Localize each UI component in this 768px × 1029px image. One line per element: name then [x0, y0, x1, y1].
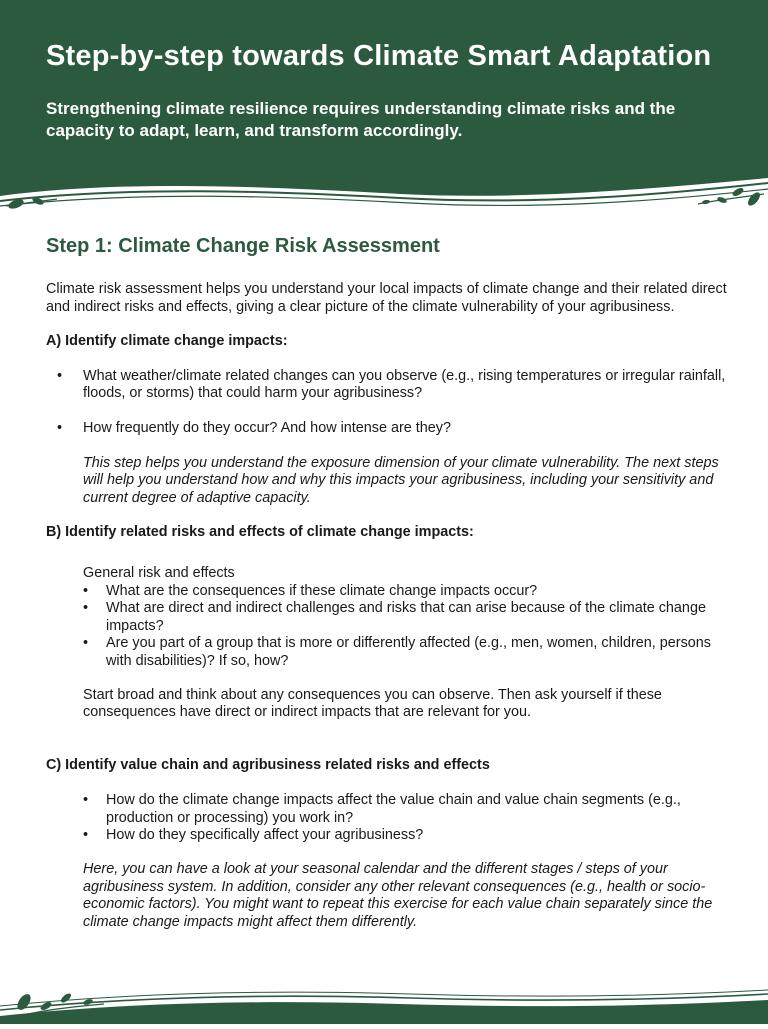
intro-paragraph: Climate risk assessment helps you understand your local impacts of climate change and their related direct and indirect risks and effects, giving a clear picture of the climate vulnerability of your agribusiness.	[46, 281, 727, 315]
list-item: • How do they specifically affect your agribusiness?	[83, 827, 736, 844]
page-title: Step-by-step towards Climate Smart Adaptation	[46, 40, 712, 72]
leaf-vine-icon	[696, 184, 766, 212]
section-b-heading: B) Identify related risks and effects of climate change impacts:	[46, 524, 474, 541]
main-content	[46, 235, 736, 931]
section-b-list	[46, 583, 736, 670]
section-c-note: Here, you can have a look at your seasonal calendar and the different stages / steps of your agribusiness system. In addition, consider any other relevant consequences (e.g., health or socio-economic factors). You might want to repeat this exercise for each value chain separately since the climate change impacts might affect them differently.	[83, 861, 713, 930]
page-subtitle: Strengthening climate resilience requires understanding climate risks and the capacity to adapt, learn, and transform accordingly.	[46, 99, 676, 140]
section-a-heading: A) Identify climate change impacts:	[46, 333, 288, 350]
section-b-list-title: General risk and effects	[83, 565, 235, 582]
list-item: • What are direct and indirect challenges and risks that can arise because of the climate change impacts?	[83, 600, 736, 635]
list-item: • Are you part of a group that is more or differently affected (e.g., men, women, children, persons with disabilities)? If so, how?	[83, 635, 736, 670]
section-c-list	[46, 792, 736, 844]
list-item: • How do the climate change impacts affect the value chain and value chain segments (e.g., production or processing) you work in?	[83, 792, 736, 827]
leaf-vine-icon	[2, 193, 62, 215]
section-b-note: Start broad and think about any consequences you can observe. Then ask yourself if these consequences have direct or indirect impacts that are relevant for you.	[83, 686, 662, 721]
step-heading: Step 1: Climate Change Risk Assessment	[46, 235, 440, 257]
section-a-note: This step helps you understand the exposure dimension of your climate vulnerability. The next steps will help you understand how and why this impacts your agribusiness, including your sensitivity and current degree of adaptive capacity.	[83, 454, 719, 506]
section-c-heading: C) Identify value chain and agribusiness related risks and effects	[46, 756, 490, 773]
list-item: • What are the consequences if these climate change impacts occur?	[83, 583, 736, 600]
footer-background	[0, 980, 768, 1024]
list-item: • How frequently do they occur? And how intense are they?	[46, 420, 736, 437]
header-banner	[0, 0, 768, 215]
footer-banner	[0, 980, 768, 1024]
list-item: • What weather/climate related changes can you observe (e.g., rising temperatures or irregular rainfall, floods, or storms) that could harm your agribusiness?	[46, 368, 736, 403]
leaf-vine-icon	[8, 986, 108, 1022]
